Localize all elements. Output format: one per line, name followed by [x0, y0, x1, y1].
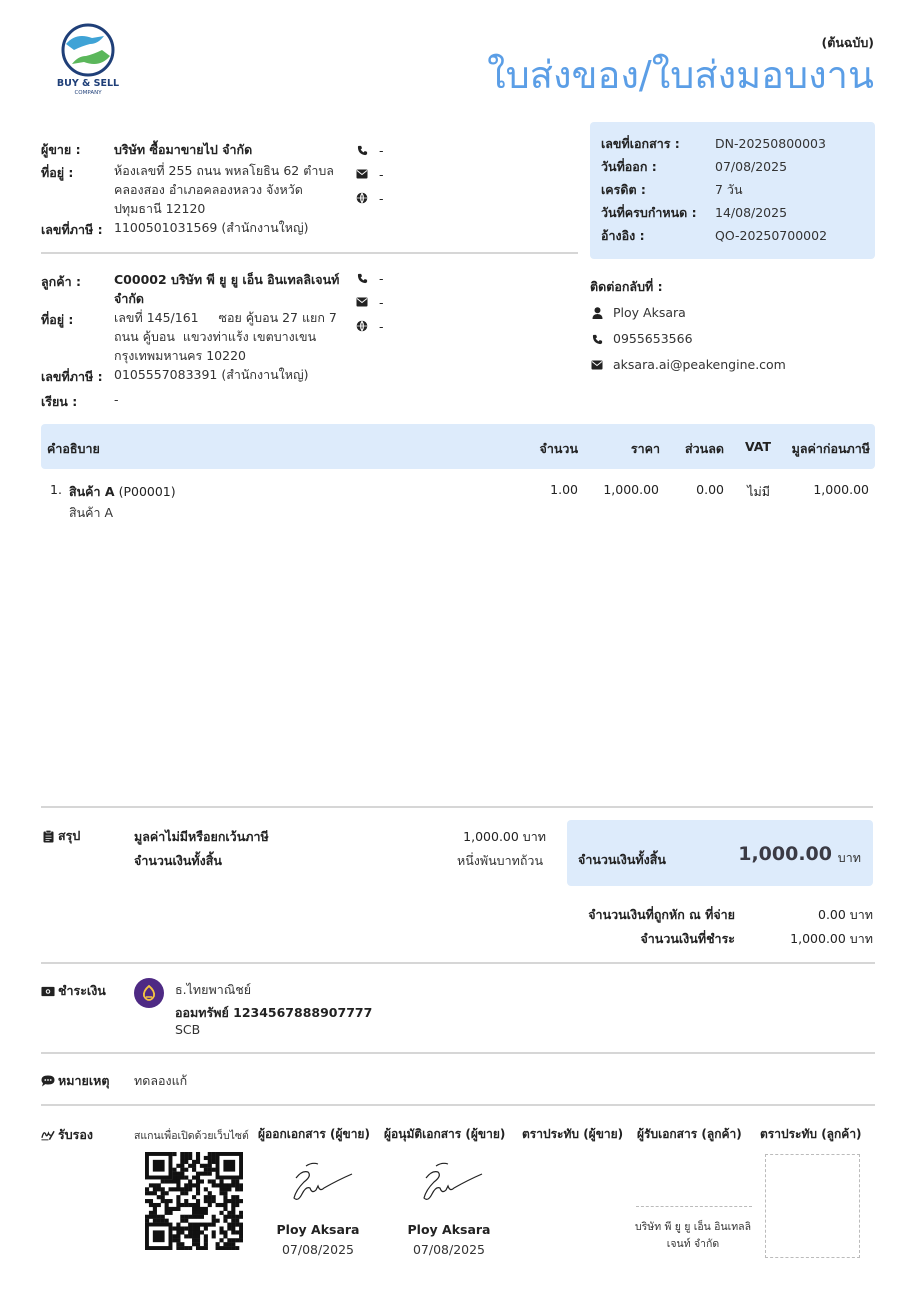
clipboard-icon: [41, 829, 55, 843]
summary-divider: [41, 806, 873, 808]
seller-name: บริษัท ซื้อมาขายไป จำกัด: [114, 142, 253, 157]
envelope-icon: [355, 295, 369, 309]
item-name: สินค้า A: [69, 484, 115, 499]
seller-web: -: [379, 190, 384, 206]
customer-name: C00002 บริษัท พี ยู ยู เอ็น อินเทลลิเจนท์ จำกัด: [114, 272, 340, 306]
seller-contacts: [355, 138, 415, 210]
grand-total-label: จำนวนเงินทั้งสิ้น: [578, 852, 666, 867]
user-icon: [590, 306, 604, 320]
customer-attn: -: [114, 392, 119, 407]
nonvat-value: 1,000.00 บาท: [463, 829, 546, 844]
issue-date: 07/08/2025: [715, 159, 788, 174]
note-divider: [41, 1052, 875, 1054]
credit-term: 7 วัน: [715, 182, 743, 197]
handshake-logo-icon: [52, 22, 124, 78]
note-text: ทดลองแก้: [134, 1073, 188, 1088]
seller-label: ผู้ขาย :: [41, 142, 81, 157]
doc-number: DN-20250800003: [715, 136, 826, 151]
item-discount: 0.00: [696, 482, 724, 497]
issuer-label: ผู้ออกเอกสาร (ผู้ขาย): [258, 1127, 370, 1141]
issuer-date: 07/08/2025: [281, 1242, 355, 1257]
document-title: ใบส่งของ/ใบส่งมอบงาน: [487, 53, 874, 97]
customer-label: ลูกค้า :: [41, 274, 81, 289]
customer-stamp-box: [765, 1154, 860, 1258]
table-row: [41, 480, 875, 524]
seller-stamp-label: ตราประทับ (ผู้ขาย): [522, 1127, 624, 1141]
seller-tax-id: 1100501031569 (สำนักงานใหญ่): [114, 220, 309, 235]
item-subtitle: สินค้า A: [69, 505, 114, 520]
item-price: 1,000.00: [603, 482, 659, 497]
globe-icon: [355, 191, 369, 205]
bank-account: ออมทรัพย์ 1234567888907777: [175, 1005, 373, 1020]
due-date: 14/08/2025: [715, 205, 788, 220]
grand-total-unit: บาท: [837, 850, 861, 865]
col-price: ราคา: [630, 441, 660, 456]
issue-date-label: วันที่ออก :: [601, 159, 657, 174]
approver-label: ผู้อนุมัติเอกสาร (ผู้ขาย): [384, 1127, 506, 1141]
grand-total-box: [567, 820, 873, 886]
bank-name: ธ.ไทยพาณิชย์: [175, 982, 252, 997]
customer-address: เลขที่ 145/161 ซอย คู้บอน 27 แยก 7 ถนน คู้บอน แขวงท่าแร้ง เขตบางเขน กรุงเทพมหานคร 10220: [114, 310, 337, 363]
logo-text: BUY & SELL: [56, 78, 120, 89]
seller-phone: -: [379, 142, 384, 158]
copy-label: (ต้นฉบับ): [821, 35, 874, 50]
col-description: คำอธิบาย: [47, 441, 100, 456]
payment-section-label: ชำระเงิน: [41, 981, 106, 1001]
seller-tax-label: เลขที่ภาษี :: [41, 222, 103, 237]
qr-caption: สแกนเพื่อเปิดด้วยเว็บไซต์: [134, 1130, 249, 1142]
approver-name: Ploy Aksara: [407, 1222, 491, 1237]
issuer-name: Ploy Aksara: [276, 1222, 360, 1237]
approver-signature: [418, 1160, 486, 1207]
total-label: จำนวนเงินทั้งสิ้น: [134, 853, 222, 868]
credit-label: เครดิต :: [601, 182, 646, 197]
grand-total-value: 1,000.00: [738, 843, 832, 865]
seller-address: ห้องเลขที่ 255 ถนน พหลโยธิน 62 ตำบล คลองสอง อำเภอคลองหลวง จังหวัด ปทุมธานี 12120: [114, 163, 334, 216]
phone-icon: [355, 271, 369, 285]
customer-attn-label: เรียน :: [41, 394, 78, 409]
seller-email: -: [379, 166, 384, 182]
envelope-icon: [355, 167, 369, 181]
doc-number-label: เลขที่เอกสาร :: [601, 136, 680, 151]
globe-icon: [355, 319, 369, 333]
item-vat: ไม่มี: [747, 484, 770, 499]
customer-tax-id: 0105557083391 (สำนักงานใหญ่): [114, 367, 309, 382]
paid-value: 1,000.00 บาท: [790, 931, 873, 946]
row-number: 1.: [50, 482, 62, 497]
company-logo: [52, 22, 124, 98]
contact-name: Ploy Aksara: [613, 305, 686, 320]
contact-label: ติดต่อกลับที่ :: [590, 279, 663, 294]
envelope-icon: [590, 358, 604, 372]
item-code: (P00001): [118, 484, 176, 499]
reference-number: QO-20250700002: [715, 228, 828, 243]
paid-label: จำนวนเงินที่ชำระ: [640, 931, 735, 946]
summary-section-label: สรุป: [41, 826, 80, 846]
items-table-header: [41, 424, 875, 469]
bank-logo-icon: [134, 978, 164, 1008]
customer-tax-label: เลขที่ภาษี :: [41, 369, 103, 384]
bank-short: SCB: [175, 1022, 201, 1037]
col-discount: ส่วนลด: [685, 441, 724, 456]
seller-divider: [41, 252, 578, 254]
logo-subtext: COMPANY: [74, 90, 102, 96]
due-date-label: วันที่ครบกำหนด :: [601, 205, 697, 220]
note-section-label: หมายเหตุ: [41, 1071, 109, 1091]
item-amount: 1,000.00: [813, 482, 869, 497]
comment-icon: [41, 1074, 55, 1088]
seller-address-label: ที่อยู่ :: [41, 165, 74, 180]
document-info-panel: [590, 122, 875, 259]
receiver-name: บริษัท พี ยู ยู เอ็น อินเทลลิ เจนท์ จำกัด: [635, 1221, 751, 1250]
withholding-label: จำนวนเงินที่ถูกหัก ณ ที่จ่าย: [588, 907, 735, 922]
contact-phone: 0955653566: [613, 331, 693, 346]
customer-phone: -: [379, 270, 384, 286]
nonvat-label: มูลค่าไม่มีหรือยกเว้นภาษี: [134, 829, 269, 844]
contact-email: aksara.ai@peakengine.com: [613, 357, 786, 372]
qr-code[interactable]: [145, 1152, 243, 1250]
contact-details: [590, 300, 786, 378]
approval-divider: [41, 1104, 875, 1106]
customer-email: -: [379, 294, 384, 310]
total-in-words: หนึ่งพันบาทถ้วน: [457, 853, 543, 868]
issuer-signature: [288, 1160, 356, 1207]
reference-label: อ้างอิง :: [601, 228, 645, 243]
payment-divider: [41, 962, 875, 964]
signature-icon: [41, 1128, 55, 1142]
col-vat: VAT: [744, 439, 771, 454]
phone-icon: [590, 332, 604, 346]
customer-web: -: [379, 318, 384, 334]
item-quantity: 1.00: [550, 482, 578, 497]
approver-date: 07/08/2025: [412, 1242, 486, 1257]
customer-stamp-label: ตราประทับ (ลูกค้า): [760, 1127, 862, 1141]
approval-section-label: รับรอง: [41, 1125, 93, 1145]
col-quantity: จำนวน: [539, 441, 578, 456]
receiver-signature-line: [636, 1206, 752, 1207]
receiver-label: ผู้รับเอกสาร (ลูกค้า): [637, 1127, 742, 1141]
phone-icon: [355, 143, 369, 157]
customer-contacts: [355, 266, 415, 338]
withholding-value: 0.00 บาท: [818, 907, 873, 922]
customer-address-label: ที่อยู่ :: [41, 312, 74, 327]
col-amount: มูลค่าก่อนภาษี: [791, 441, 870, 456]
money-icon: [41, 984, 55, 998]
